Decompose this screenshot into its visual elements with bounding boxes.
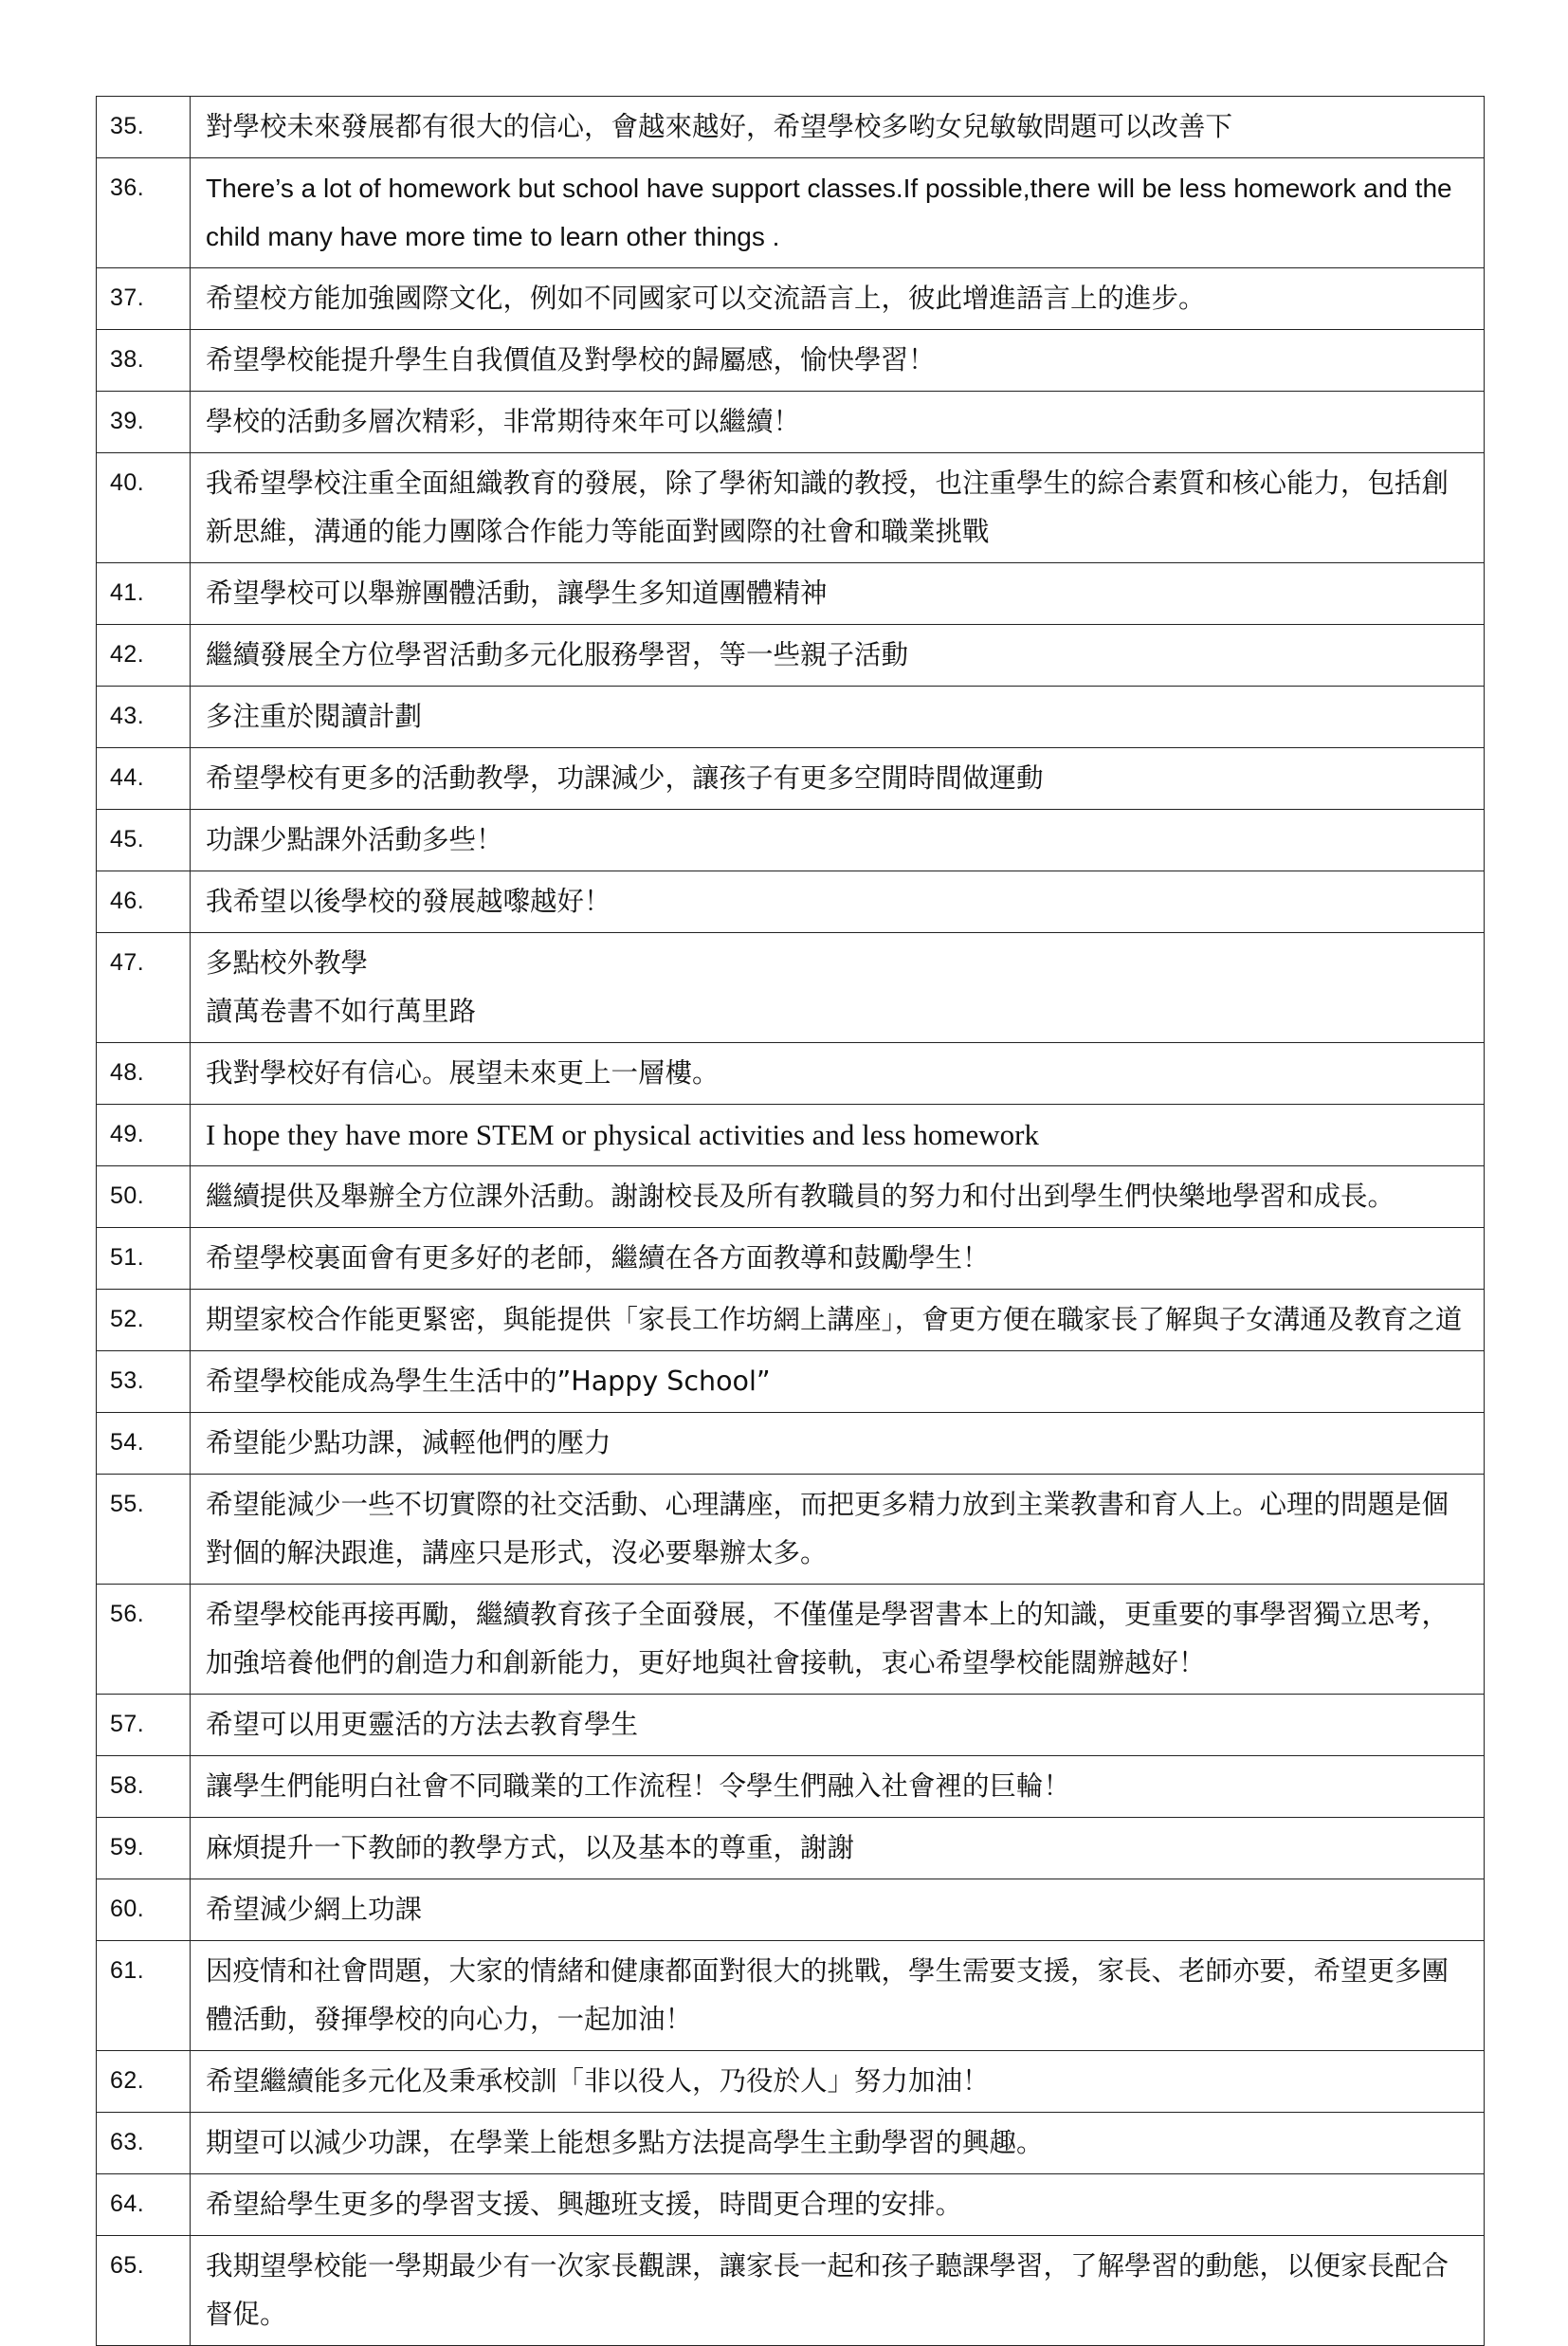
feedback-text: 我期望學校能一學期最少有一次家長觀課，讓家長一起和孩子聽課學習，了解學習的動態，以便家長配合督促。	[191, 2236, 1485, 2346]
row-number: 57.	[97, 1695, 191, 1756]
feedback-table	[96, 96, 1485, 2346]
row-number: 48.	[97, 1043, 191, 1105]
feedback-text: 功課少點課外活動多些！	[191, 810, 1485, 871]
row-number: 49.	[97, 1105, 191, 1166]
table-row	[97, 453, 1485, 563]
feedback-text: I hope they have more STEM or physical activities and less homework	[191, 1105, 1485, 1166]
feedback-text: 希望學校可以舉辦團體活動，讓學生多知道團體精神	[191, 563, 1485, 625]
table-row	[97, 1695, 1485, 1756]
row-number: 54.	[97, 1413, 191, 1475]
table-row	[97, 1043, 1485, 1105]
row-number: 56.	[97, 1585, 191, 1695]
feedback-text: 學校的活動多層次精彩，非常期待來年可以繼續！	[191, 392, 1485, 453]
table-row	[97, 2113, 1485, 2174]
feedback-text: 多點校外教學 讀萬卷書不如行萬里路	[191, 933, 1485, 1043]
table-row	[97, 933, 1485, 1043]
row-number: 50.	[97, 1166, 191, 1228]
table-row	[97, 1351, 1485, 1413]
feedback-text: 我希望以後學校的發展越嚟越好！	[191, 871, 1485, 933]
table-row	[97, 687, 1485, 748]
table-row	[97, 158, 1485, 268]
row-number: 42.	[97, 625, 191, 687]
feedback-text: 我希望學校注重全面組織教育的發展，除了學術知識的教授，也注重學生的綜合素質和核心能力，包括創新思維，溝通的能力團隊合作能力等能面對國際的社會和職業挑戰	[191, 453, 1485, 563]
row-number: 37.	[97, 268, 191, 330]
feedback-text: 我對學校好有信心。展望未來更上一層樓。	[191, 1043, 1485, 1105]
feedback-text: 希望給學生更多的學習支援、興趣班支援，時間更合理的安排。	[191, 2174, 1485, 2236]
row-number: 36.	[97, 158, 191, 268]
feedback-text: 希望繼續能多元化及秉承校訓「非以役人，乃役於人」努力加油！	[191, 2051, 1485, 2113]
feedback-text: 麻煩提升一下教師的教學方式，以及基本的尊重，謝謝	[191, 1818, 1485, 1879]
feedback-text: 期望家校合作能更緊密，與能提供「家長工作坊網上講座」，會更方便在職家長了解與子女溝通及教育之道	[191, 1290, 1485, 1351]
table-row	[97, 1228, 1485, 1290]
table-row	[97, 2051, 1485, 2113]
row-number: 38.	[97, 330, 191, 392]
table-row	[97, 2174, 1485, 2236]
feedback-text: 對學校未來發展都有很大的信心，會越來越好，希望學校多哟女兒敏敏問題可以改善下	[191, 97, 1485, 158]
table-row	[97, 1105, 1485, 1166]
table-row	[97, 563, 1485, 625]
feedback-text: 希望減少網上功課	[191, 1879, 1485, 1941]
feedback-text: 希望學校能再接再勵，繼續教育孩子全面發展，不僅僅是學習書本上的知識，更重要的事學習獨立思考，加強培養他們的創造力和創新能力，更好地與社會接軌，衷心希望學校能闊辦越好！	[191, 1585, 1485, 1695]
row-number: 63.	[97, 2113, 191, 2174]
table-row	[97, 1290, 1485, 1351]
feedback-text: 多注重於閱讀計劃	[191, 687, 1485, 748]
table-row	[97, 392, 1485, 453]
feedback-table-body	[97, 97, 1485, 2346]
table-row	[97, 268, 1485, 330]
row-number: 51.	[97, 1228, 191, 1290]
row-number: 59.	[97, 1818, 191, 1879]
table-row	[97, 748, 1485, 810]
row-number: 53.	[97, 1351, 191, 1413]
feedback-text: 繼續提供及舉辦全方位課外活動。謝謝校長及所有教職員的努力和付出到學生們快樂地學習和成長。	[191, 1166, 1485, 1228]
feedback-text: 希望學校有更多的活動教學，功課減少，讓孩子有更多空閒時間做運動	[191, 748, 1485, 810]
row-number: 44.	[97, 748, 191, 810]
row-number: 61.	[97, 1941, 191, 2051]
row-number: 43.	[97, 687, 191, 748]
feedback-text: There’s a lot of homework but school have support classes.If possible,there will be less homework and the child many have more time to learn other things .	[191, 158, 1485, 268]
table-row	[97, 1818, 1485, 1879]
row-number: 65.	[97, 2236, 191, 2346]
row-number: 35.	[97, 97, 191, 158]
row-number: 62.	[97, 2051, 191, 2113]
table-row	[97, 1413, 1485, 1475]
feedback-text: 讓學生們能明白社會不同職業的工作流程！令學生們融入社會裡的巨輪！	[191, 1756, 1485, 1818]
table-row	[97, 1166, 1485, 1228]
table-row	[97, 1879, 1485, 1941]
table-row	[97, 1756, 1485, 1818]
feedback-text: 希望能少點功課，減輕他們的壓力	[191, 1413, 1485, 1475]
feedback-text: 希望學校能提升學生自我價值及對學校的歸屬感，愉快學習！	[191, 330, 1485, 392]
row-number: 55.	[97, 1475, 191, 1585]
row-number: 52.	[97, 1290, 191, 1351]
row-number: 58.	[97, 1756, 191, 1818]
row-number: 41.	[97, 563, 191, 625]
feedback-text: 因疫情和社會問題，大家的情緒和健康都面對很大的挑戰，學生需要支援，家長、老師亦要，希望更多團體活動，發揮學校的向心力，一起加油！	[191, 1941, 1485, 2051]
table-row	[97, 2236, 1485, 2346]
row-number: 47.	[97, 933, 191, 1043]
document-page	[96, 96, 1484, 2346]
table-row	[97, 97, 1485, 158]
table-row	[97, 330, 1485, 392]
row-number: 45.	[97, 810, 191, 871]
table-row	[97, 810, 1485, 871]
table-row	[97, 871, 1485, 933]
feedback-text: 希望能減少一些不切實際的社交活動、心理講座，而把更多精力放到主業教書和育人上。心理的問題是個對個的解決跟進，講座只是形式，沒必要舉辦太多。	[191, 1475, 1485, 1585]
table-row	[97, 1475, 1485, 1585]
row-number: 64.	[97, 2174, 191, 2236]
row-number: 39.	[97, 392, 191, 453]
table-row	[97, 625, 1485, 687]
table-row	[97, 1941, 1485, 2051]
row-number: 40.	[97, 453, 191, 563]
feedback-text: 希望學校裏面會有更多好的老師，繼續在各方面教導和鼓勵學生！	[191, 1228, 1485, 1290]
table-row	[97, 1585, 1485, 1695]
feedback-text: 希望校方能加強國際文化，例如不同國家可以交流語言上，彼此增進語言上的進步。	[191, 268, 1485, 330]
feedback-text: 繼續發展全方位學習活動多元化服務學習，等一些親子活動	[191, 625, 1485, 687]
feedback-text: 希望學校能成為學生生活中的”Happy School”	[191, 1351, 1485, 1413]
feedback-text: 希望可以用更靈活的方法去教育學生	[191, 1695, 1485, 1756]
feedback-text: 期望可以減少功課，在學業上能想多點方法提高學生主動學習的興趣。	[191, 2113, 1485, 2174]
row-number: 46.	[97, 871, 191, 933]
row-number: 60.	[97, 1879, 191, 1941]
